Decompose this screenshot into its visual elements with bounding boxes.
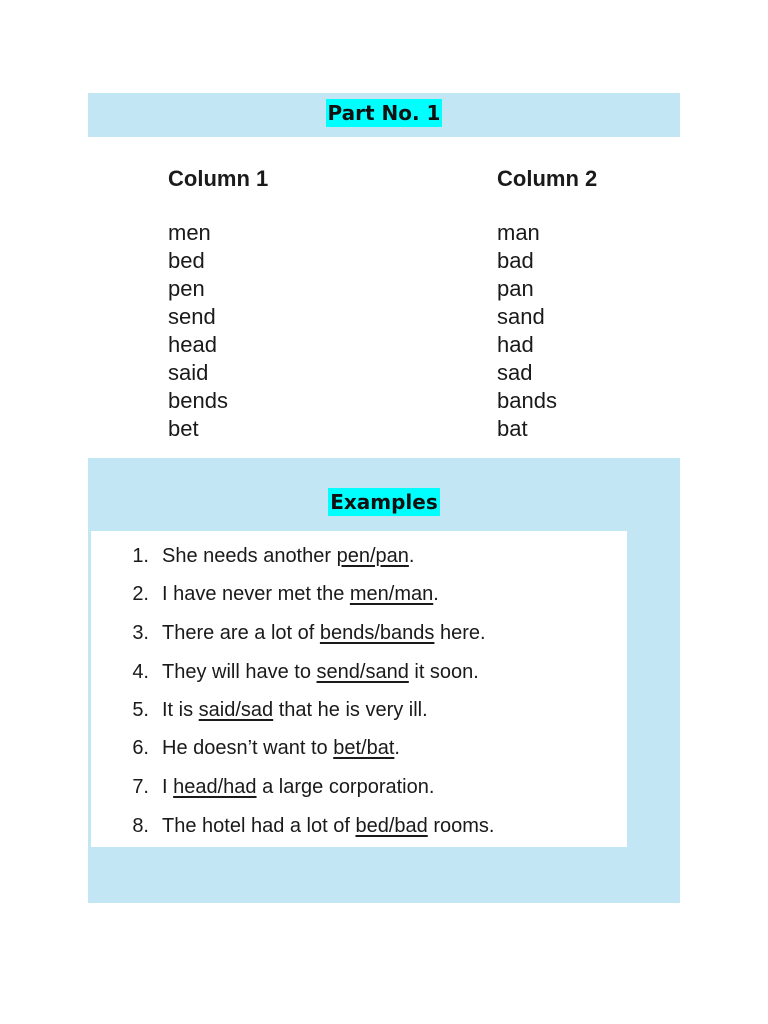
column-2-heading: Column 2	[497, 166, 598, 191]
example-sentence	[162, 541, 414, 571]
column-2-word: had	[497, 332, 534, 357]
examples-section	[88, 458, 680, 903]
example-sentence	[162, 695, 428, 725]
example-text-before: They will have to	[162, 661, 317, 683]
example-text-before: He doesn’t want to	[162, 737, 334, 759]
example-sentence	[162, 579, 439, 609]
example-text-before: There are a lot of	[162, 622, 320, 644]
column-1-word: send	[168, 304, 216, 329]
column-1-word: bends	[168, 388, 228, 413]
column-1-word: said	[168, 360, 209, 385]
page-title-wrap	[88, 99, 680, 127]
column-1-word: bet	[168, 416, 199, 441]
example-word-pair: bet/bat	[333, 737, 395, 759]
example-text-after: .	[408, 545, 415, 567]
column-2	[497, 164, 597, 443]
example-sentence	[162, 657, 479, 687]
example-sentence	[162, 733, 400, 763]
example-word-pair: said/sad	[198, 699, 274, 721]
column-1-word: head	[168, 332, 217, 357]
column-1	[168, 164, 268, 443]
example-number: 4.	[132, 661, 149, 683]
example-text-after: here.	[434, 622, 486, 644]
column-1-heading: Column 1	[168, 166, 269, 191]
example-text-before: She needs another	[162, 545, 337, 567]
column-2-word: pan	[497, 276, 534, 301]
example-number: 6.	[132, 737, 149, 759]
example-sentence	[162, 618, 486, 648]
example-number: 5.	[132, 699, 149, 721]
examples-title: Examples	[330, 490, 438, 514]
column-1-word: bed	[168, 248, 205, 273]
column-2-word: man	[497, 220, 540, 245]
example-sentence	[162, 772, 434, 802]
example-text-after: .	[394, 737, 400, 759]
example-word-pair: pen/pan	[336, 545, 409, 567]
column-1-word: pen	[168, 276, 205, 301]
examples-title-wrap	[88, 488, 680, 516]
example-word-pair: men/man	[349, 583, 434, 605]
column-2-word: sad	[497, 360, 533, 385]
header-band	[88, 93, 680, 137]
column-1-word: men	[168, 220, 211, 245]
example-number: 2.	[132, 583, 149, 605]
example-text-after: a large corporation.	[256, 776, 435, 798]
example-number: 7.	[132, 776, 149, 798]
example-word-pair: bed/bad	[355, 815, 428, 837]
example-number: 8.	[132, 815, 149, 837]
column-2-word: bat	[497, 416, 528, 441]
column-2-word: sand	[497, 304, 545, 329]
column-2-word: bands	[497, 388, 557, 413]
column-2-word: bad	[497, 248, 534, 273]
example-text-before: The hotel had a lot of	[162, 815, 356, 837]
example-word-pair: bends/bands	[319, 622, 435, 644]
example-word-pair: send/sand	[316, 661, 409, 683]
example-text-after: that he is very ill.	[273, 699, 428, 721]
example-text-after: it soon.	[408, 661, 479, 683]
example-number: 3.	[132, 622, 149, 644]
example-number: 1.	[132, 545, 149, 567]
example-text-before: I	[162, 776, 174, 798]
example-text-before: It is	[162, 699, 199, 721]
example-text-before: I have never met the	[162, 583, 350, 605]
examples-list	[91, 531, 627, 847]
example-sentence	[162, 811, 494, 841]
page-title: Part No. 1	[327, 101, 441, 125]
example-word-pair: head/had	[173, 776, 257, 798]
example-text-after: rooms.	[427, 815, 495, 837]
example-text-after: .	[433, 583, 439, 605]
